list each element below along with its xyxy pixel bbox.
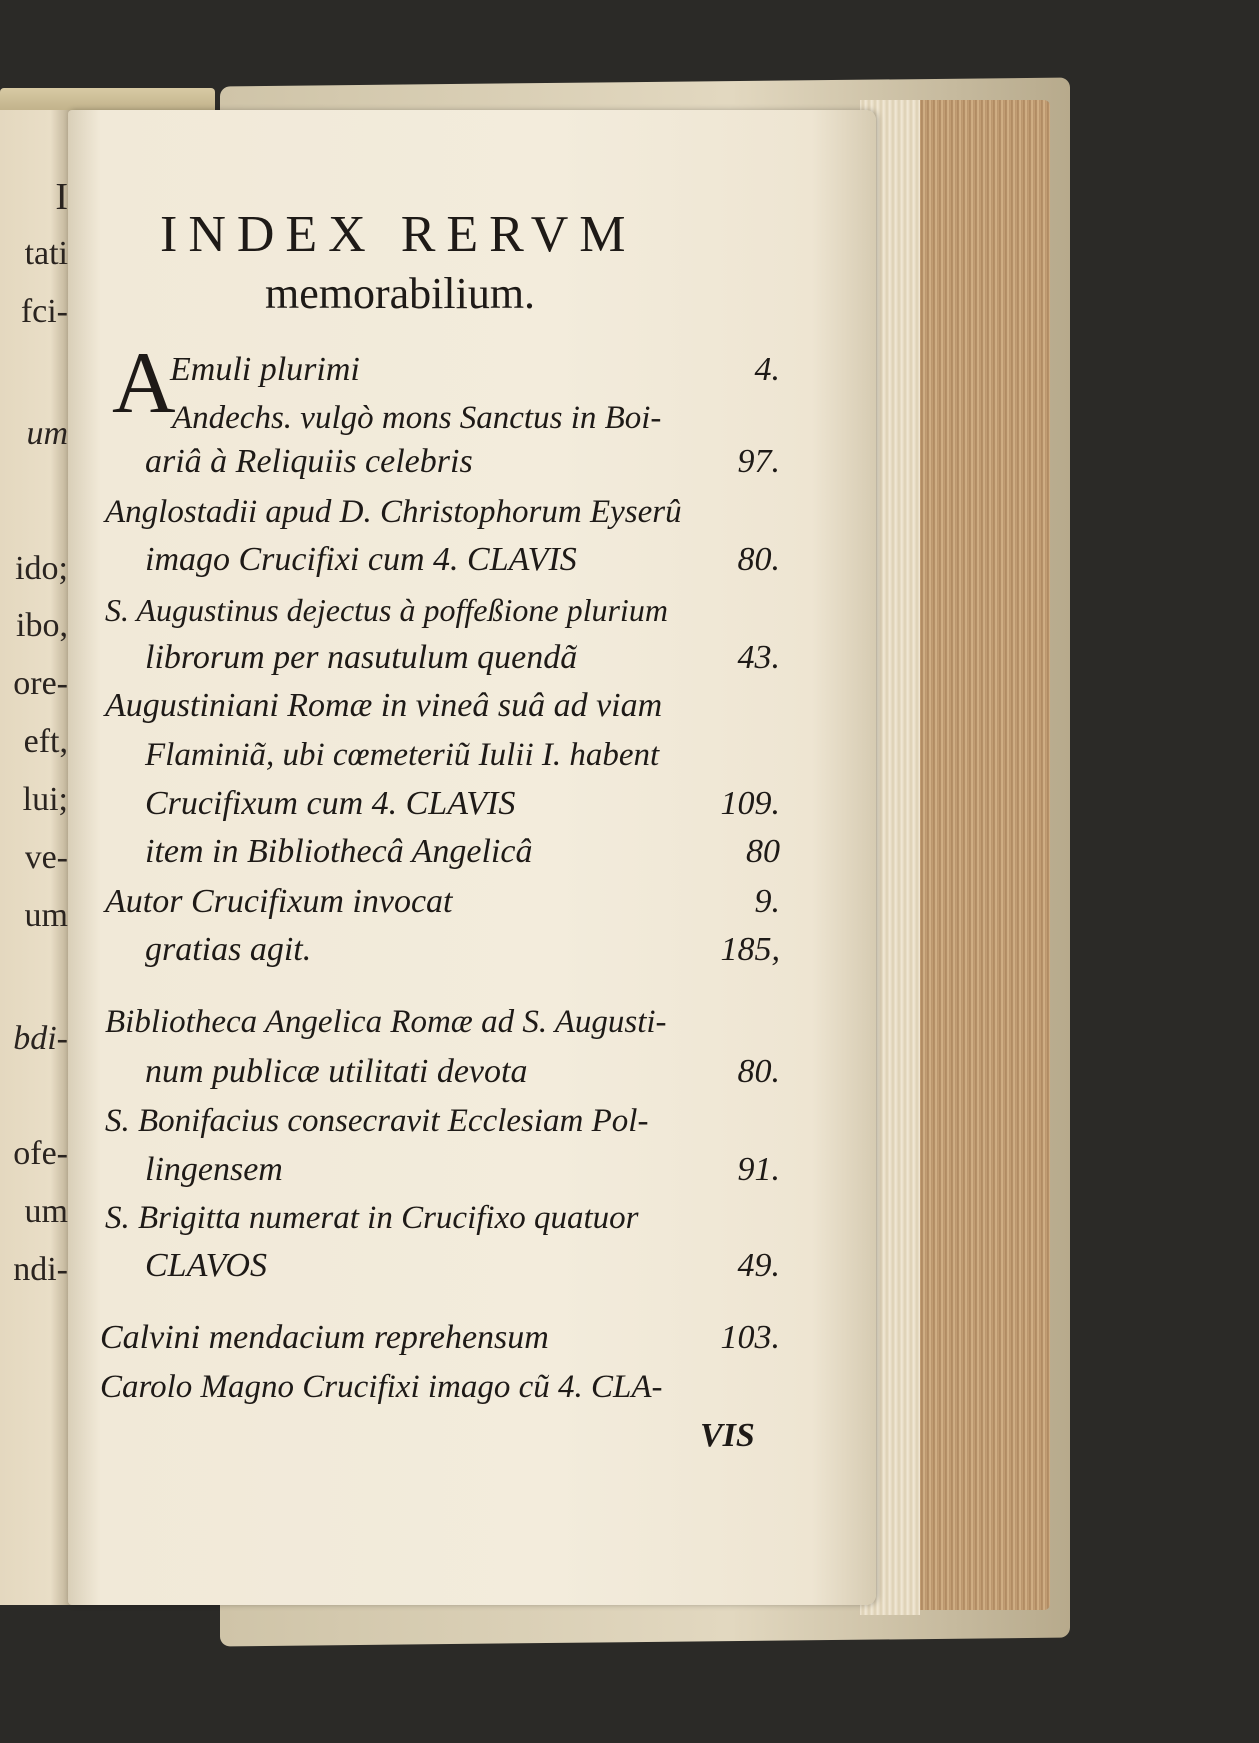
drop-capital: A (112, 335, 176, 432)
index-line: gratias agit. (145, 931, 312, 968)
index-line: Bibliotheca Angelica Romæ ad S. Augusti- (105, 1004, 667, 1040)
left-fragment: um (24, 897, 68, 934)
index-line: Calvini mendacium reprehensum (100, 1319, 549, 1356)
index-line: num publicæ utilitati devota (145, 1053, 528, 1090)
index-line: S. Brigitta numerat in Crucifixo quatuor (105, 1200, 639, 1236)
page-number: 49. (737, 1247, 780, 1284)
index-line: Carolo Magno Crucifixi imago cũ 4. CLA- (100, 1369, 663, 1405)
left-fragment: ore- (13, 665, 68, 702)
page-number: 97. (737, 443, 780, 480)
left-fragment: ido; (15, 550, 68, 587)
page-number: 109. (720, 785, 780, 822)
page-number: 80 (746, 833, 780, 870)
left-fragment: tati (24, 235, 68, 272)
index-line: ariâ à Reliquiis celebris (145, 443, 473, 480)
page-number: 185, (720, 931, 780, 968)
left-fragment: eft, (23, 723, 68, 760)
page-subtitle: memorabilium. (265, 269, 536, 318)
left-fragment: lui; (22, 781, 68, 818)
index-line: CLAVOS (145, 1247, 267, 1284)
left-fragment: ndi- (13, 1251, 68, 1288)
left-fragment: I (55, 176, 68, 218)
left-fragment: ve- (24, 839, 68, 876)
index-line: imago Crucifixi cum 4. CLAVIS (145, 541, 577, 578)
index-line: librorum per nasutulum quendã (145, 639, 578, 676)
left-fragment: ibo, (16, 607, 68, 644)
left-fragment: um (26, 415, 68, 452)
page-number: 80. (737, 1053, 780, 1090)
left-fragment: um (24, 1193, 68, 1230)
index-line: S. Bonifacius consecravit Ecclesiam Pol- (105, 1103, 649, 1139)
page-number: 4. (754, 351, 780, 388)
index-line: Emuli plurimi (170, 351, 360, 388)
index-line: Flaminiã, ubi cœmeteriũ Iulii I. habent (145, 737, 660, 773)
index-line: Augustiniani Romæ in vineâ suâ ad viam (105, 687, 663, 724)
page-number: 91. (737, 1151, 780, 1188)
index-line: Anglostadii apud D. Christophorum Eyserû (105, 494, 682, 530)
index-line: S. Augustinus dejectus à poffeßione plurium (105, 592, 668, 628)
page-number: 43. (737, 639, 780, 676)
index-line: Andechs. vulgò mons Sanctus in Boi- (172, 400, 662, 436)
index-line: item in Bibliothecâ Angelicâ (145, 833, 533, 870)
left-fragment: fci- (20, 293, 68, 330)
page-title: INDEX RERVM (160, 206, 637, 263)
left-fragment: bdi- (13, 1020, 68, 1057)
index-line: VIS (700, 1417, 755, 1454)
index-line: Autor Crucifixum invocat (105, 883, 453, 920)
index-line: Crucifixum cum 4. CLAVIS (145, 785, 516, 822)
page-number: 80. (737, 541, 780, 578)
page-number: 9. (754, 883, 780, 920)
left-fragment: ofe- (13, 1135, 68, 1172)
index-line: lingensem (145, 1151, 283, 1188)
page-number: 103. (720, 1319, 780, 1356)
